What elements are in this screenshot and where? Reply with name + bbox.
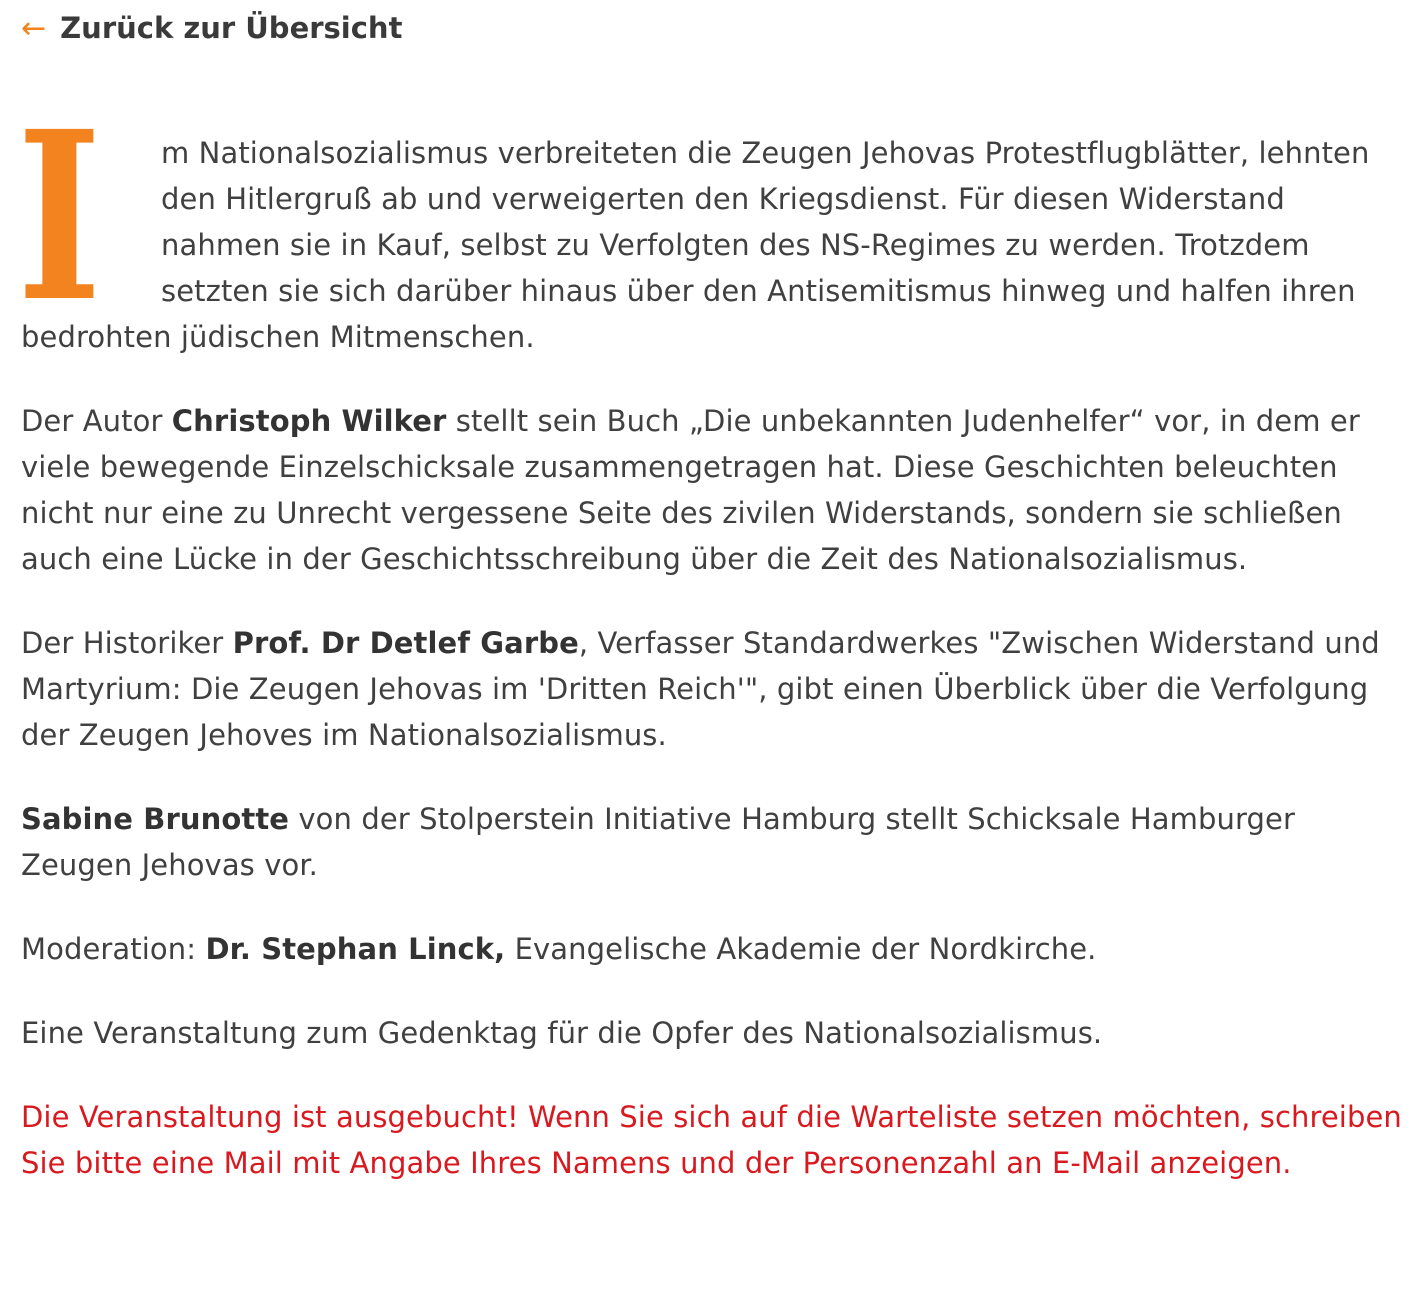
booking-notice-text: Die Veranstaltung ist ausgebucht! Wenn Sie sich auf die Warteliste setzen möchten, schreiben Sie bitte eine Mail mit Angabe Ihres Namens und der Personenzahl an xyxy=(21,1100,1402,1180)
event-description xyxy=(17,80,1408,1186)
author-prefix: Der Autor xyxy=(21,404,172,438)
intro-text: m Nationalsozialismus verbreiteten die Zeugen Jehovas Protestflugblätter, lehnten den Hitlergruß ab und verweigerten den Kriegsdienst. Für diesen Widerstand nahmen sie in Kauf, selbst zu Verfolgten des NS-Regimes zu werden. Trotzdem setzten sie sich darüber hinaus über den Antisemitismus hinweg und halfen ihren bedrohten jüdischen Mitmenschen. xyxy=(21,136,1370,354)
speaker-name: Sabine Brunotte xyxy=(21,802,290,836)
author-name: Christoph Wilker xyxy=(171,404,447,438)
historian-text: , Verfasser Standardwerkes "Zwischen Widerstand und Martyrium: Die Zeugen Jehovas im 'Dritten Reich'", gibt einen Überblick über die Verfolgung der Zeugen Jehoves im Nationalsozialismus. xyxy=(21,626,1380,752)
author-paragraph xyxy=(21,398,1408,582)
moderation-prefix: Moderation: xyxy=(21,932,206,966)
intro-paragraph xyxy=(17,80,1408,360)
dropcap-letter: I xyxy=(17,80,102,353)
speaker-text: von der Stolperstein Initiative Hamburg stellt Schicksale Hamburger Zeugen Jehovas vor. xyxy=(21,802,1295,882)
arrow-left-icon: ← xyxy=(21,10,47,46)
back-to-overview-link[interactable] xyxy=(21,8,1408,48)
moderator-name: Dr. Stephan Linck, xyxy=(205,932,506,966)
occasion-paragraph: Eine Veranstaltung zum Gedenktag für die Opfer des Nationalsozialismus. xyxy=(21,1016,1103,1050)
historian-name: Prof. Dr Detlef Garbe xyxy=(232,626,579,660)
booking-notice xyxy=(21,1094,1408,1186)
event-detail-page xyxy=(0,8,1428,1186)
speaker-paragraph xyxy=(21,796,1408,888)
historian-prefix: Der Historiker xyxy=(21,626,233,660)
back-link-label: Zurück zur Übersicht xyxy=(60,11,403,45)
moderation-paragraph xyxy=(21,926,1408,972)
moderation-text: Evangelische Akademie der Nordkirche. xyxy=(505,932,1097,966)
author-text: stellt sein Buch „Die unbekannten Judenhelfer“ vor, in dem er viele bewegende Einzelschicksale zusammengetragen hat. Diese Geschichten beleuchten nicht nur eine zu Unrecht vergessene Seite des zivilen Widerstands, sondern sie schließen auch eine Lücke in der Geschichtsschreibung über die Zeit des Nationalsozialismus. xyxy=(21,404,1360,576)
show-email-link[interactable]: E-Mail anzeigen. xyxy=(1051,1146,1292,1180)
historian-paragraph xyxy=(21,620,1408,758)
